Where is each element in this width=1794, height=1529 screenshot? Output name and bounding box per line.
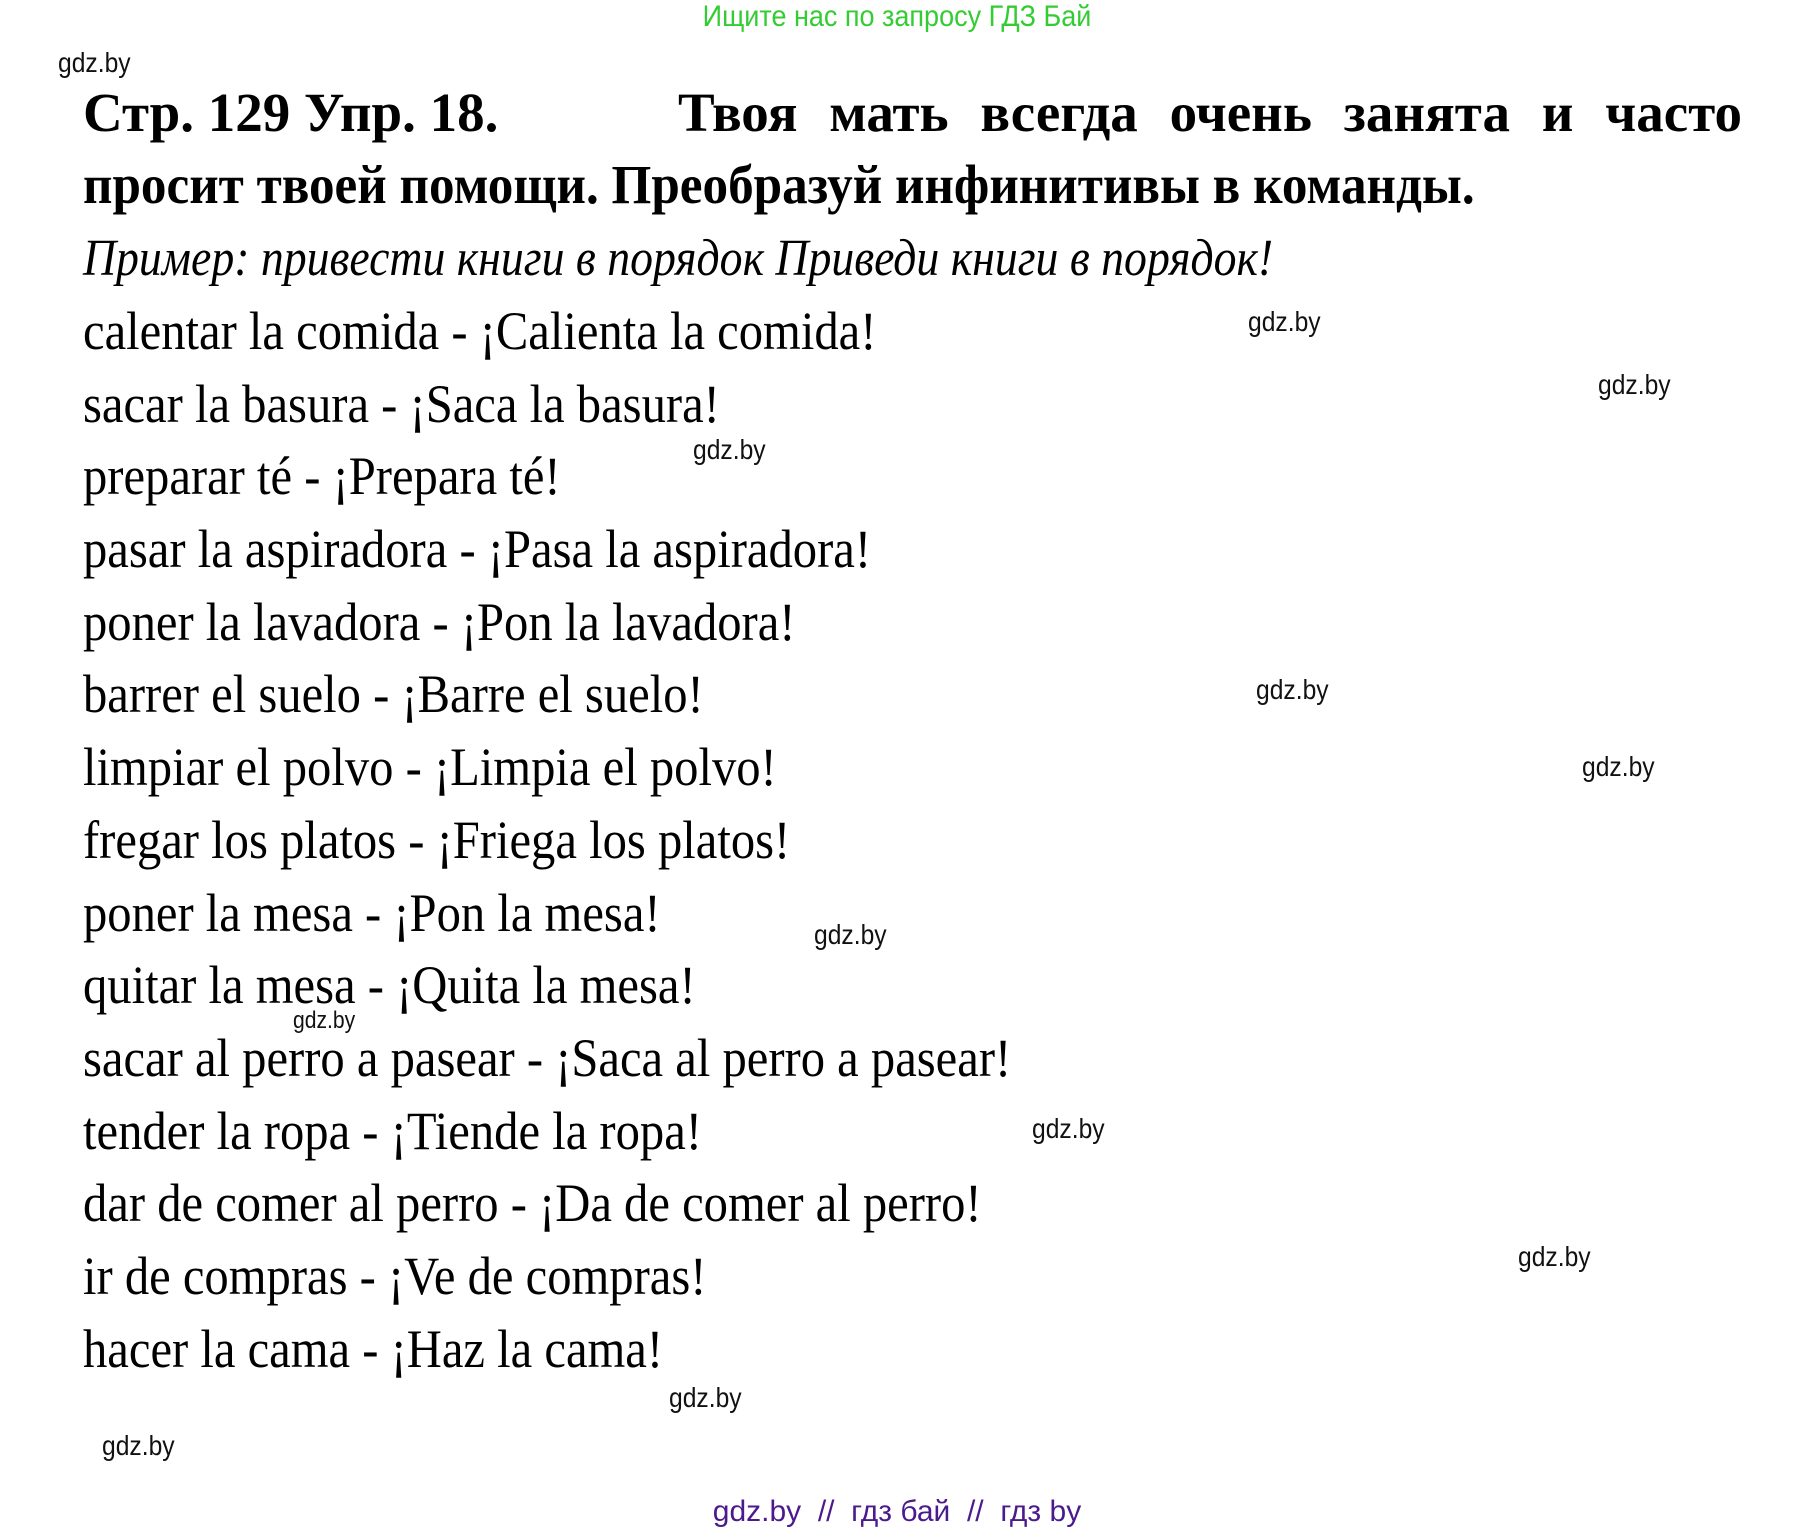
watermark: gdz.by (58, 47, 131, 78)
answer-line: barrer el suelo - ¡Barre el suelo! (83, 664, 704, 724)
watermark: gdz.by (1582, 751, 1655, 782)
answer-line: tender la ropa - ¡Tiende la ropa! (83, 1101, 702, 1161)
answer-line: hacer la cama - ¡Haz la cama! (83, 1319, 664, 1379)
watermark: gdz.by (1518, 1241, 1591, 1272)
answer-line: sacar al perro a pasear - ¡Saca al perro a pasear! (83, 1028, 1012, 1088)
answer-line: preparar té - ¡Prepara té! (83, 446, 561, 506)
footer-site-links: gdz.by // гдз бай // гдз by (712, 1495, 1082, 1528)
example-line: Пример: привести книги в порядок Приведи книги в порядок! (83, 230, 1274, 287)
watermark: gdz.by (1598, 369, 1671, 400)
task-title-line-2: просит твоей помощи. Преобразуй инфинитивы в команды. (83, 154, 1475, 215)
answer-line: sacar la basura - ¡Saca la basura! (83, 374, 720, 434)
answer-line: dar de comer al perro - ¡Da de comer al perro! (83, 1173, 982, 1233)
search-ad-banner: Ищите нас по запросу ГДЗ Бай (702, 0, 1092, 33)
answer-line: poner la mesa - ¡Pon la mesa! (83, 883, 661, 943)
exercise-reference: Стр. 129 Упр. 18. (83, 82, 499, 143)
task-title-line-1: Твоя мать всегда очень занята и часто (678, 82, 1742, 143)
answer-line: fregar los platos - ¡Friega los platos! (83, 810, 791, 870)
watermark: gdz.by (1248, 306, 1321, 337)
answer-line: limpiar el polvo - ¡Limpia el polvo! (83, 737, 777, 797)
watermark: gdz.by (669, 1382, 742, 1413)
watermark: gdz.by (102, 1430, 175, 1461)
answer-line: ir de compras - ¡Ve de compras! (83, 1246, 707, 1306)
answer-line: poner la lavadora - ¡Pon la lavadora! (83, 592, 796, 652)
watermark: gdz.by (693, 434, 766, 465)
answer-line: calentar la comida - ¡Calienta la comida! (83, 301, 877, 361)
answer-line: pasar la aspiradora - ¡Pasa la aspiradora! (83, 519, 872, 579)
watermark: gdz.by (814, 919, 887, 950)
watermark: gdz.by (293, 1007, 356, 1034)
answer-line: quitar la mesa - ¡Quita la mesa! (83, 955, 696, 1015)
watermark: gdz.by (1256, 674, 1329, 705)
watermark: gdz.by (1032, 1113, 1105, 1144)
